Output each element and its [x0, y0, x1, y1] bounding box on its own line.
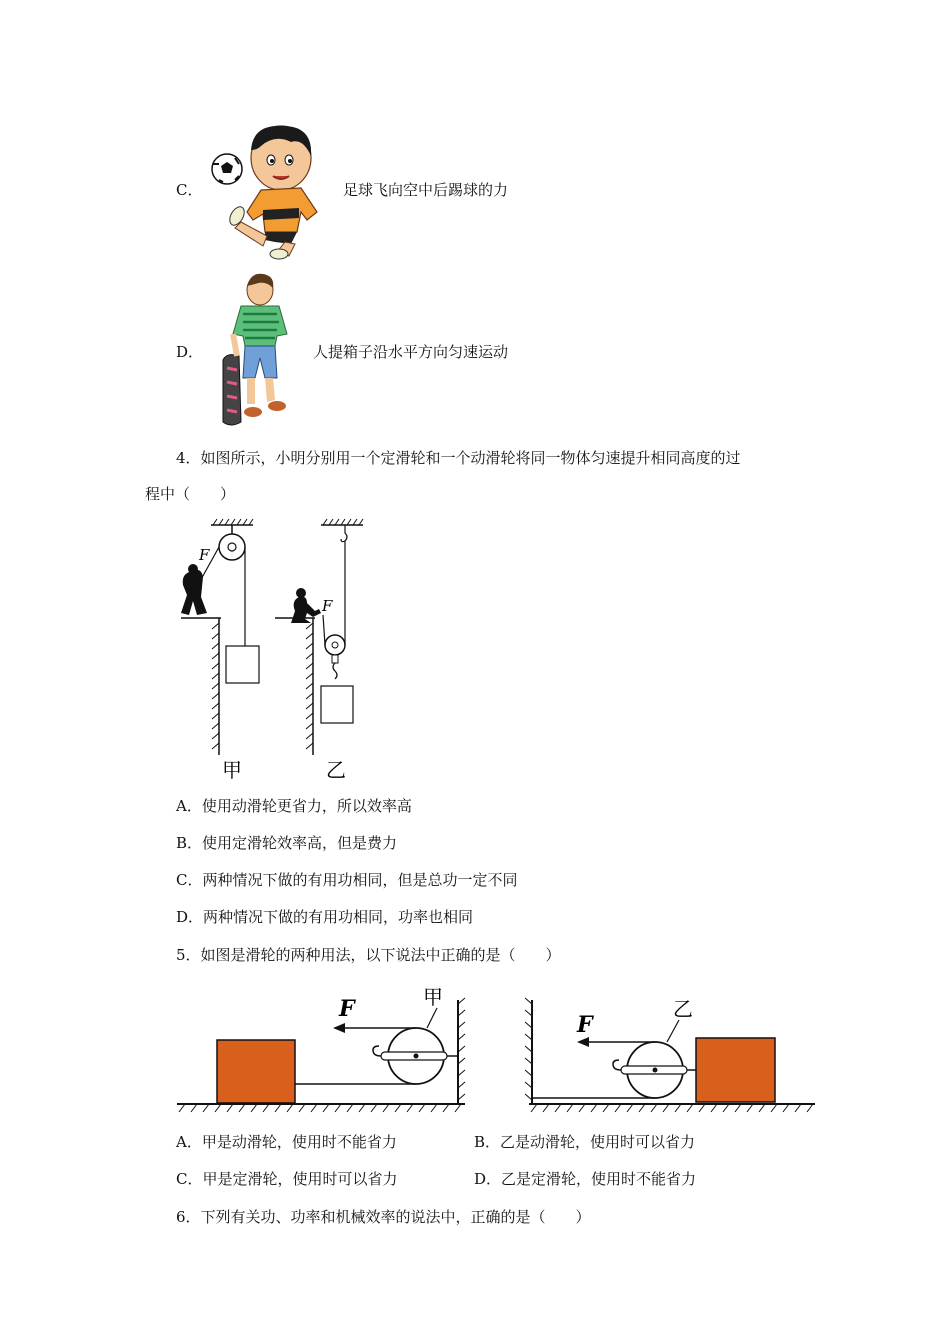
q4-label-yi: 乙: [326, 758, 346, 782]
q5-option-c: C．甲是定滑轮，使用时可以省力: [176, 1170, 398, 1188]
q5-option-b: B．乙是动滑轮，使用时可以省力: [474, 1133, 696, 1151]
q4-force-label-left: F: [199, 546, 210, 564]
q4-stem-line2: 程中（ ）: [145, 485, 236, 503]
q4-stem-line1: 4．如图所示，小明分别用一个定滑轮和一个动滑轮将同一物体匀速提升相同高度的过: [176, 449, 741, 467]
q4-option-b: B．使用定滑轮效率高，但是费力: [176, 834, 398, 852]
q5-force-label-left: F: [339, 996, 355, 1022]
q5-force-label-right: F: [577, 1012, 593, 1038]
q5-label-jia: 甲: [423, 985, 443, 1009]
q6-stem: 6．下列有关功、功率和机械效率的说法中，正确的是（ ）: [176, 1208, 591, 1226]
q4-pulley-figure: [175, 515, 375, 785]
q4-option-d: D．两种情况下做的有用功相同，功率也相同: [176, 908, 474, 926]
q5-option-a: A．甲是动滑轮，使用时不能省力: [176, 1133, 397, 1151]
q5-option-d: D．乙是定滑轮，使用时不能省力: [474, 1170, 697, 1188]
boy-kicking-ball-illustration: [205, 120, 335, 260]
q5-pulley-figure: [175, 980, 820, 1115]
q3-option-d-letter: D．: [176, 343, 204, 361]
q3-option-c-letter: C．: [176, 181, 203, 199]
man-carrying-box-illustration: [215, 272, 295, 432]
q5-stem: 5．如图是滑轮的两种用法，以下说法中正确的是（ ）: [176, 946, 561, 964]
q4-force-label-right: F: [322, 597, 333, 615]
q4-option-a: A．使用动滑轮更省力，所以效率高: [176, 797, 412, 815]
q4-option-c: C．两种情况下做的有用功相同，但是总功一定不同: [176, 871, 518, 889]
q3-option-c-text: 足球飞向空中后踢球的力: [343, 181, 509, 199]
q3-option-d-text: 人提箱子沿水平方向匀速运动: [313, 343, 509, 361]
q4-label-jia: 甲: [222, 758, 242, 782]
q5-label-yi: 乙: [673, 997, 693, 1021]
